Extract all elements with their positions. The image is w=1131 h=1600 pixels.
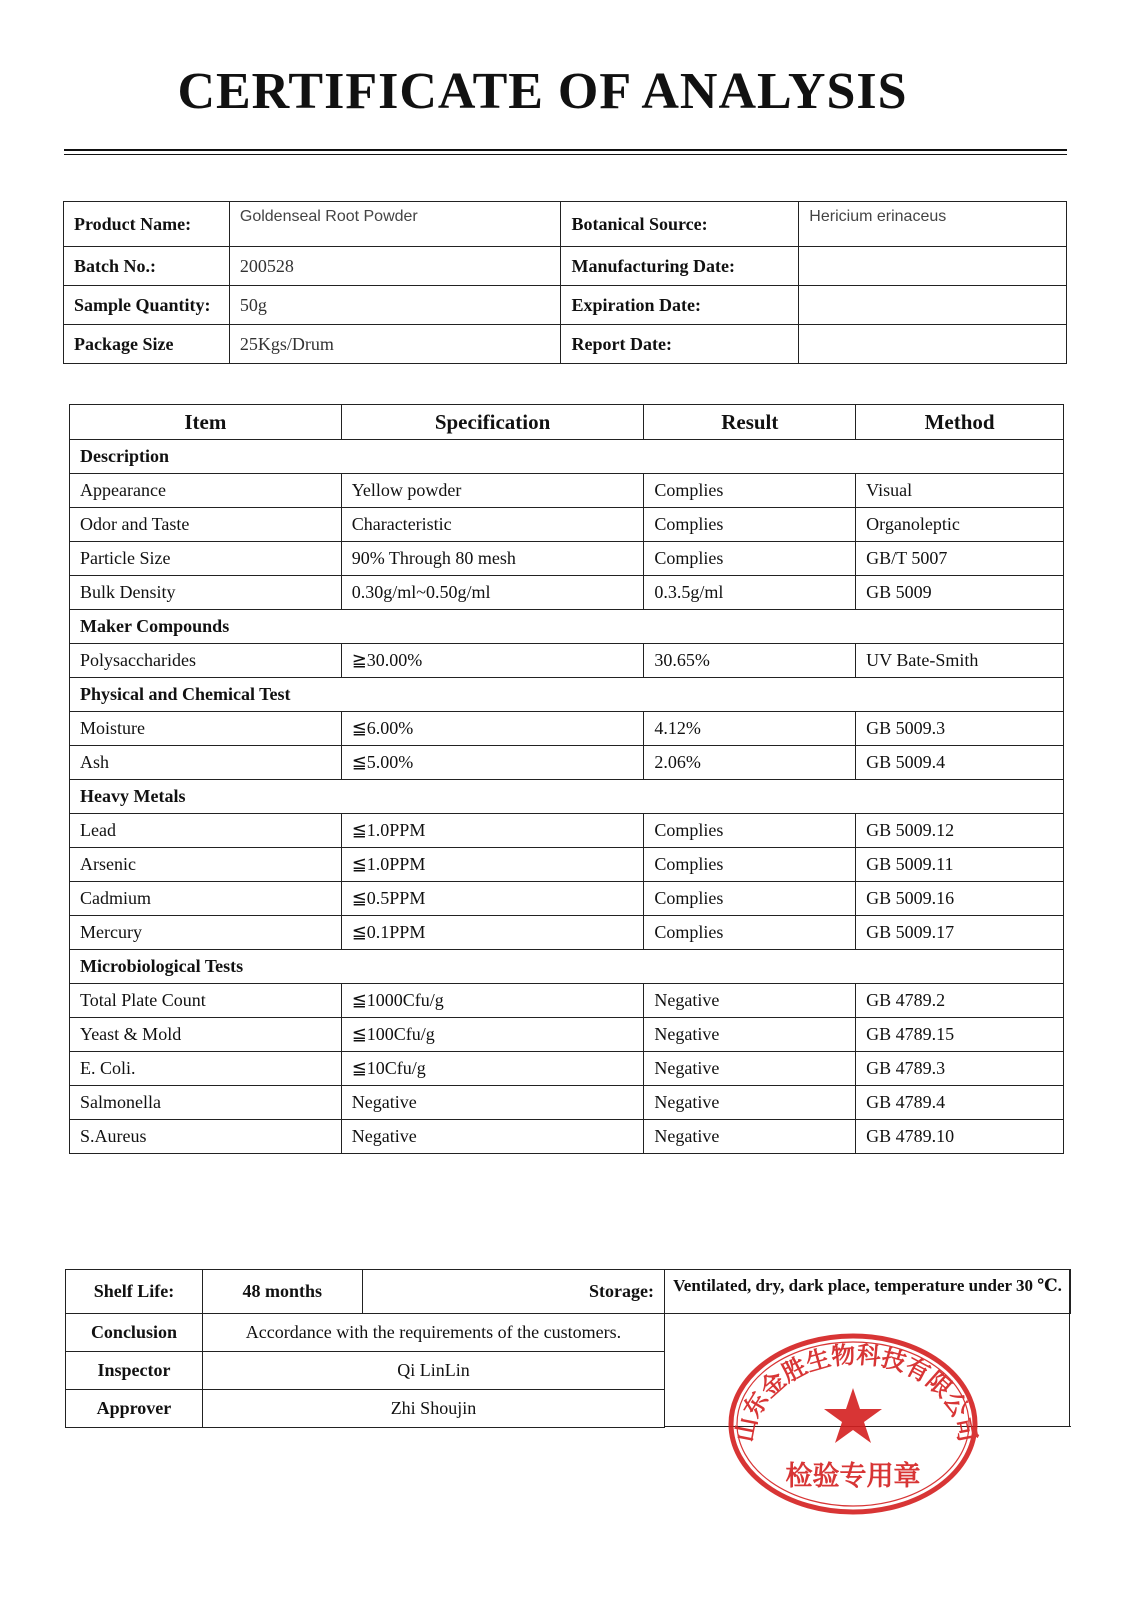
- method-cell: GB 5009.17: [856, 916, 1064, 950]
- result-cell: Negative: [644, 1018, 856, 1052]
- approver-label: Approver: [66, 1390, 203, 1428]
- shelf-life-value: 48 months: [202, 1270, 362, 1314]
- spec-cell: ≦0.1PPM: [341, 916, 644, 950]
- shelf-life-row: [66, 1270, 1071, 1314]
- title-rule: [64, 149, 1067, 151]
- method-cell: GB 4789.3: [856, 1052, 1064, 1086]
- result-cell: Negative: [644, 984, 856, 1018]
- item-cell: Salmonella: [70, 1086, 342, 1120]
- product-info-table: [63, 201, 1067, 364]
- inspector-label: Inspector: [66, 1352, 203, 1390]
- table-row: [70, 1086, 1064, 1120]
- method-cell: GB 4789.15: [856, 1018, 1064, 1052]
- spec-cell: ≦10Cfu/g: [341, 1052, 644, 1086]
- table-row: [70, 576, 1064, 610]
- spec-cell: Characteristic: [341, 508, 644, 542]
- result-cell: Negative: [644, 1120, 856, 1154]
- result-cell: 0.3.5g/ml: [644, 576, 856, 610]
- section-marker-compounds: Maker Compounds: [70, 610, 1064, 644]
- header-specification: Specification: [341, 405, 644, 440]
- spec-cell: Negative: [341, 1086, 644, 1120]
- spec-cell: ≦1.0PPM: [341, 814, 644, 848]
- conclusion-label: Conclusion: [66, 1314, 203, 1352]
- spec-cell: Negative: [341, 1120, 644, 1154]
- batch-value: 200528: [229, 247, 561, 286]
- exp-date-label: Expiration Date:: [561, 286, 799, 325]
- result-cell: Complies: [644, 882, 856, 916]
- table-row: [70, 712, 1064, 746]
- spec-cell: ≦100Cfu/g: [341, 1018, 644, 1052]
- item-cell: Odor and Taste: [70, 508, 342, 542]
- analysis-header-row: [70, 405, 1064, 440]
- item-cell: Bulk Density: [70, 576, 342, 610]
- result-cell: 4.12%: [644, 712, 856, 746]
- method-cell: GB/T 5007: [856, 542, 1064, 576]
- method-cell: Visual: [856, 474, 1064, 508]
- table-row: [70, 746, 1064, 780]
- result-cell: 30.65%: [644, 644, 856, 678]
- item-cell: E. Coli.: [70, 1052, 342, 1086]
- section-physical-chemical: Physical and Chemical Test: [70, 678, 1064, 712]
- spec-cell: ≦6.00%: [341, 712, 644, 746]
- section-row: [70, 678, 1064, 712]
- method-cell: UV Bate-Smith: [856, 644, 1064, 678]
- method-cell: GB 5009: [856, 576, 1064, 610]
- result-cell: Complies: [644, 848, 856, 882]
- product-name-value: Goldenseal Root Powder: [229, 202, 561, 247]
- table-row: [70, 984, 1064, 1018]
- info-row: [64, 202, 1067, 247]
- table-row: [70, 1052, 1064, 1086]
- stamp-area-right-border: [1069, 1269, 1070, 1427]
- company-seal-icon: [722, 1320, 984, 1516]
- inspector-value: Qi LinLin: [202, 1352, 664, 1390]
- table-row: [70, 644, 1064, 678]
- section-row: [70, 780, 1064, 814]
- seal-star-icon: [824, 1388, 882, 1443]
- package-label: Package Size: [64, 325, 230, 364]
- spec-cell: ≦5.00%: [341, 746, 644, 780]
- result-cell: Complies: [644, 474, 856, 508]
- method-cell: GB 5009.4: [856, 746, 1064, 780]
- table-row: [70, 916, 1064, 950]
- table-row: [70, 814, 1064, 848]
- section-description: Description: [70, 440, 1064, 474]
- result-cell: Complies: [644, 542, 856, 576]
- spec-cell: ≦0.5PPM: [341, 882, 644, 916]
- info-row: [64, 325, 1067, 364]
- spec-cell: 90% Through 80 mesh: [341, 542, 644, 576]
- item-cell: Arsenic: [70, 848, 342, 882]
- analysis-table: [69, 404, 1064, 1154]
- item-cell: Polysaccharides: [70, 644, 342, 678]
- item-cell: Yeast & Mold: [70, 1018, 342, 1052]
- document-title: CERTIFICATE OF ANALYSIS: [177, 63, 908, 120]
- report-date-label: Report Date:: [561, 325, 799, 364]
- spec-cell: Yellow powder: [341, 474, 644, 508]
- result-cell: 2.06%: [644, 746, 856, 780]
- method-cell: GB 5009.16: [856, 882, 1064, 916]
- table-row: [70, 1120, 1064, 1154]
- item-cell: Moisture: [70, 712, 342, 746]
- info-row: [64, 247, 1067, 286]
- method-cell: Organoleptic: [856, 508, 1064, 542]
- item-cell: Particle Size: [70, 542, 342, 576]
- item-cell: S.Aureus: [70, 1120, 342, 1154]
- result-cell: Complies: [644, 508, 856, 542]
- result-cell: Complies: [644, 916, 856, 950]
- table-row: [70, 1018, 1064, 1052]
- package-value: 25Kgs/Drum: [229, 325, 561, 364]
- result-cell: Negative: [644, 1052, 856, 1086]
- report-date-value: [799, 325, 1067, 364]
- result-cell: Negative: [644, 1086, 856, 1120]
- botanical-source-value: Hericium erinaceus: [799, 202, 1067, 247]
- header-item: Item: [70, 405, 342, 440]
- section-row: [70, 440, 1064, 474]
- item-cell: Appearance: [70, 474, 342, 508]
- item-cell: Total Plate Count: [70, 984, 342, 1018]
- mfg-date-label: Manufacturing Date:: [561, 247, 799, 286]
- product-name-label: Product Name:: [64, 202, 230, 247]
- botanical-source-label: Botanical Source:: [561, 202, 799, 247]
- method-cell: GB 4789.4: [856, 1086, 1064, 1120]
- conclusion-value: Accordance with the requirements of the customers.: [202, 1314, 664, 1352]
- table-row: [70, 508, 1064, 542]
- sample-qty-label: Sample Quantity:: [64, 286, 230, 325]
- spec-cell: ≦1.0PPM: [341, 848, 644, 882]
- mfg-date-value: [799, 247, 1067, 286]
- result-cell: Complies: [644, 814, 856, 848]
- section-heavy-metals: Heavy Metals: [70, 780, 1064, 814]
- shelf-life-label: Shelf Life:: [66, 1270, 203, 1314]
- item-cell: Mercury: [70, 916, 342, 950]
- item-cell: Cadmium: [70, 882, 342, 916]
- method-cell: GB 4789.2: [856, 984, 1064, 1018]
- header-method: Method: [856, 405, 1064, 440]
- batch-label: Batch No.:: [64, 247, 230, 286]
- storage-value: Ventilated, dry, dark place, temperature under 30 ℃.: [665, 1270, 1071, 1314]
- exp-date-value: [799, 286, 1067, 325]
- section-row: [70, 950, 1064, 984]
- title-rule-thin: [64, 154, 1067, 155]
- header-result: Result: [644, 405, 856, 440]
- sample-qty-value: 50g: [229, 286, 561, 325]
- section-microbiological: Microbiological Tests: [70, 950, 1064, 984]
- item-cell: Ash: [70, 746, 342, 780]
- method-cell: GB 4789.10: [856, 1120, 1064, 1154]
- seal-purpose-text: 检验专用章: [785, 1461, 921, 1492]
- method-cell: GB 5009.3: [856, 712, 1064, 746]
- table-row: [70, 542, 1064, 576]
- storage-label: Storage:: [362, 1270, 664, 1314]
- method-cell: GB 5009.11: [856, 848, 1064, 882]
- table-row: [70, 848, 1064, 882]
- table-row: [70, 882, 1064, 916]
- spec-cell: 0.30g/ml~0.50g/ml: [341, 576, 644, 610]
- table-row: [70, 474, 1064, 508]
- item-cell: Lead: [70, 814, 342, 848]
- method-cell: GB 5009.12: [856, 814, 1064, 848]
- info-row: [64, 286, 1067, 325]
- section-row: [70, 610, 1064, 644]
- approver-value: Zhi Shoujin: [202, 1390, 664, 1428]
- spec-cell: ≦1000Cfu/g: [341, 984, 644, 1018]
- spec-cell: ≧30.00%: [341, 644, 644, 678]
- seal-company-text: 山东金胜生物科技有限公司: [730, 1340, 982, 1445]
